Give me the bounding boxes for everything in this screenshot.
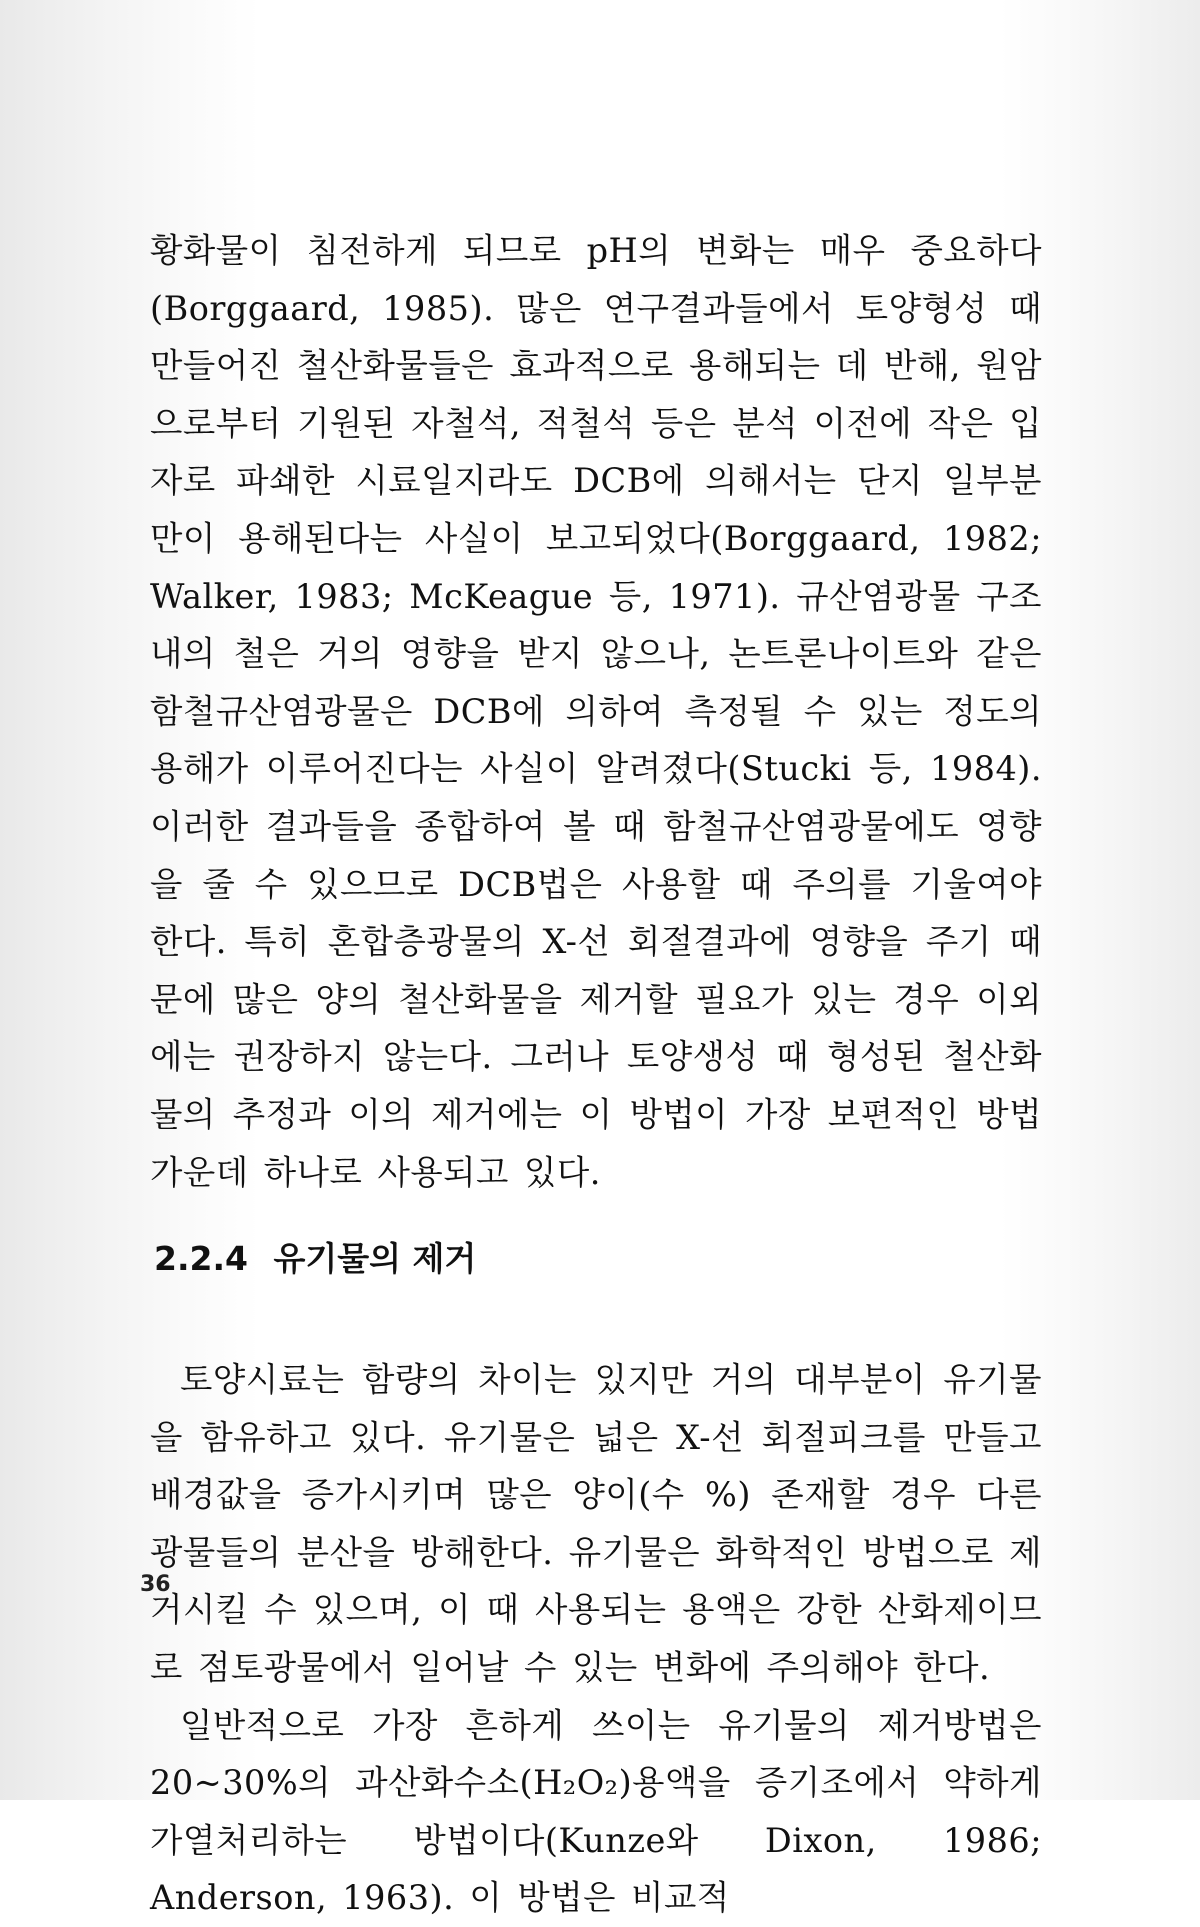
paragraph-removal-method: 일반적으로 가장 흔하게 쓰이는 유기물의 제거방법은 20∼30%의 과산화수소(H₂O₂)용액을 증기조에서 약하게 가열처리하는 방법이다(Kunze와 Dixon, 1986; Anderson, 1963). 이 방법은 비교적 [150,1705,1042,1918]
section-number: 2.2.4 [154,1239,248,1279]
paragraph-dcb-method: 황화물이 침전하게 되므로 pH의 변화는 매우 중요하다(Borggaard, 1985). 많은 연구결과들에서 토양형성 때 만들어진 철산화물들은 효과적으로 용해되는 데 반해, 원암으로부터 기원된 자철석, 적철석 등은 분석 이전에 작은 입자로 파쇄한 시료일지라도 DCB에 의해서는 단지 일부분만이 용해된다는 사실이 보고되었다(Borggaard, 1982; Walker, 1983; McKeague 등, 1971). 규산염광물 구조 내의 철은 거의 영향을 받지 않으나, 논트론나이트와 같은 함철규산염광물은 DCB에 의하여 측정될 수 있는 정도의 용해가 이루어진다는 사실이 알려졌다(Stucki 등, 1984). 이러한 결과들을 종합하여 볼 때 함철규산염광물에도 영향을 줄 수 있으므로 DCB법은 사용할 때 주의를 기울여야 한다. 특히 혼합층광물의 X-선 회절결과에 영향을 주기 때문에 많은 양의 철산화물을 제거할 필요가 있는 경우 이외에는 권장하지 않는다. 그러나 토양생성 때 형성된 철산화물의 추정과 이의 제거에는 이 방법이 가장 보편적인 방법 가운데 하나로 사용되고 있다. [150,231,1042,1192]
page-body [150,222,1042,1927]
section-heading [150,1229,1042,1289]
paragraph-organic-matter: 토양시료는 함량의 차이는 있지만 거의 대부분이 유기물을 함유하고 있다. 유기물은 넓은 X-선 회절피크를 만들고 배경값을 증가시키며 많은 양이(수 %) 존재할 경우 다른 광물들의 분산을 방해한다. 유기물은 화학적인 방법으로 제거시킬 수 있으며, 이 때 사용되는 용액은 강한 산화제이므로 점토광물에서 일어날 수 있는 변화에 주의해야 한다. [150,1360,1042,1688]
page-number: 36 [140,1572,171,1597]
section-title: 유기물의 제거 [273,1239,477,1279]
